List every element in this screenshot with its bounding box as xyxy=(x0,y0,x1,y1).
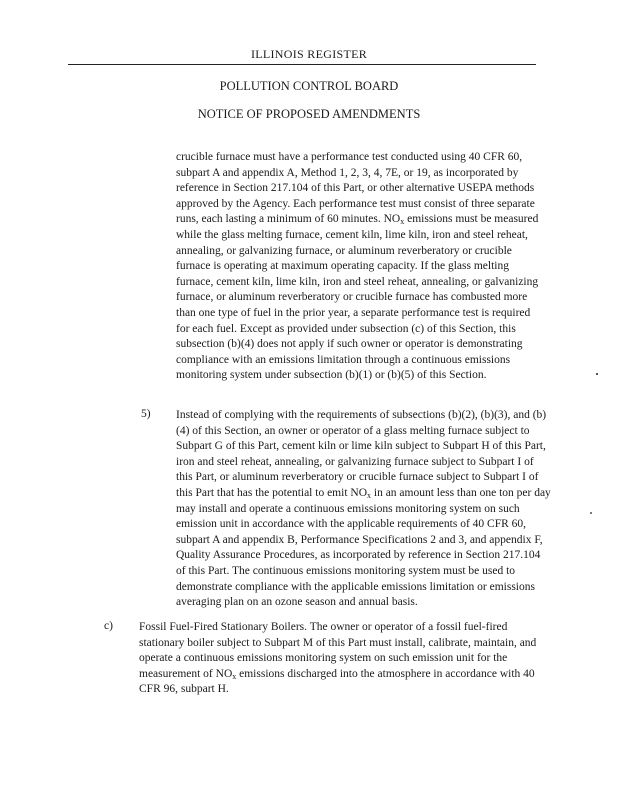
notice-title: NOTICE OF PROPOSED AMENDMENTS xyxy=(197,107,421,121)
item-5-text-2: in an amount less than one ton per day may install and operate a continuous emissions monitoring system on such emission unit in accordance with the applicable requirements of 40 CFR 60, subpart A and appendix B, Performance Specifications 2 and 3, and appendix F, Quality Assurance Procedures, as incorporated by reference in Section 217.104 of this Part. The continuous emissions monitoring system must be used to demonstrate compliance with the applicable emissions limitation or emissions averaging plan on an ozone season and annual basis. xyxy=(176,486,551,609)
subscript-x: x xyxy=(367,490,371,500)
scan-speck xyxy=(590,512,592,514)
continuation-text-2: emissions must be measured while the glass melting furnace, cement kiln, lime kiln, iron and steel reheat, annealing, or galvanizing furnace, or aluminum reverberatory or crucible furnace is operating at maximum operating capacity. If the glass melting furnace, cement kiln, lime kiln, iron and steel reheat, annealing, or galvanizing furnace, or aluminum reverberatory or crucible furnace has combusted more than one type of fuel in the prior year, a separate performance test is required for each fuel. Except as provided under subsection (c) of this Section, this subsection (b)(4) does not apply if such owner or operator is demonstrating compliance with an emissions limitation through a continuous emissions monitoring system under subsection (b)(1) or (b)(5) of this Section. xyxy=(176,213,539,382)
register-header: ILLINOIS REGISTER xyxy=(250,47,368,61)
continuation-text-1: crucible furnace must have a performance test conducted using 40 CFR 60, subpart A and appendix A, Method 1, 2, 3, 4, 7E, or 19, as incorporated by reference in Section 217.104 of this Part, or other alternative USEPA methods approved by the Agency. Each performance test must consist of three separate runs, each lasting a minimum of 60 minutes. NO xyxy=(176,151,535,226)
scan-speck xyxy=(596,373,598,375)
continuation-paragraph xyxy=(176,150,546,384)
subscript-x: x xyxy=(232,671,237,681)
item-5-text-1: Instead of complying with the requirements of subsections (b)(2), (b)(3), and (b)(4) of this Section, an owner or operator of a glass melting furnace subject to Subpart G of this Part, cement kiln or lime kiln subject to Subpart H of this Part, iron and steel reheat, annealing, or galvanizing furnace subject to Subpart I of this Part, or aluminum reverberatory or crucible furnace subject to Subpart I of this Part that has the potential to emit NO xyxy=(176,409,547,499)
item-c-text-1: Fossil Fuel-Fired Stationary Boilers. The owner or operator of a fossil fuel-fired stationary boiler subject to Subpart M of this Part must install, calibrate, maintain, and operate a continuous emissions monitoring system on such emission unit for the measurement of NO xyxy=(139,621,537,680)
item-c-label: c) xyxy=(104,620,113,632)
item-5-label: 5) xyxy=(141,408,151,420)
item-c-text-2: emissions discharged into the atmosphere in accordance with 40 CFR 96, subpart H. xyxy=(139,667,535,696)
board-title: POLLUTION CONTROL BOARD xyxy=(219,79,399,93)
subscript-x: x xyxy=(400,217,405,227)
item-c-paragraph xyxy=(139,620,551,698)
item-5-paragraph xyxy=(176,408,551,611)
header-rule xyxy=(68,64,536,65)
